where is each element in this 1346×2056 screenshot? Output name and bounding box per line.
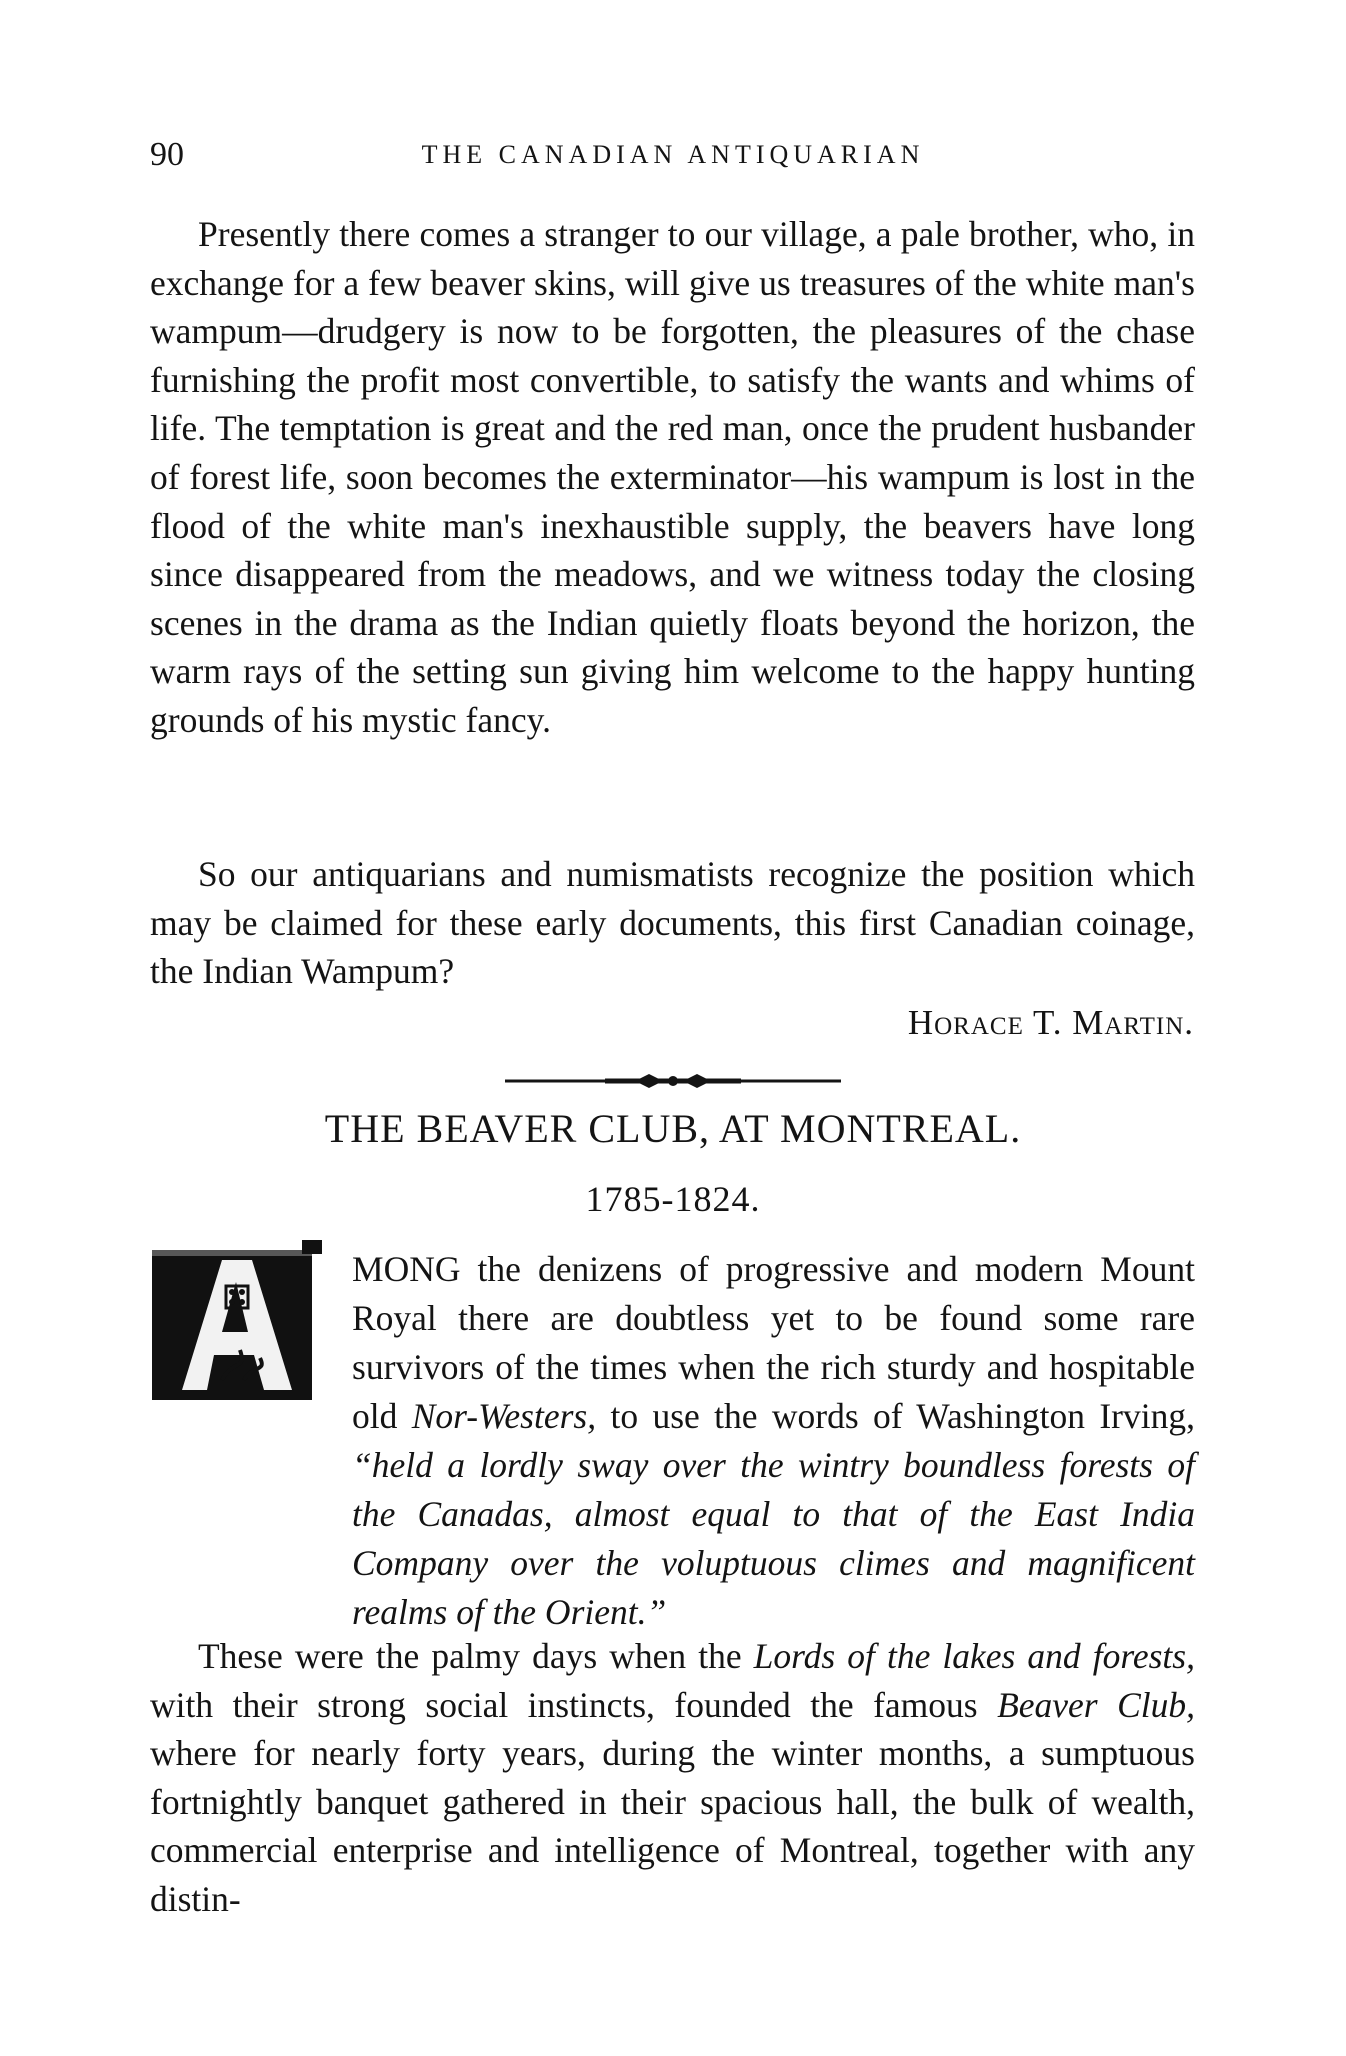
p4-end-text: where for nearly forty years, during the winter months, a sumptuous fortnightly banquet gathered in their spacious hall, the bulk of wealth, commercial enterprise and intelligence of Montreal, together with any distin-: [150, 1733, 1195, 1919]
section-divider-ornament: [505, 1070, 841, 1092]
to-use-text: to use the words of Washington Irving,: [596, 1396, 1195, 1436]
p4-middle-text: with their strong social instincts, founded the famous: [150, 1684, 998, 1725]
article-dates: 1785-1824.: [585, 1179, 761, 1219]
decorative-initial-a: [152, 1240, 322, 1410]
irving-quote: “held a lordly sway over the wintry boundless forests of the Canadas, almost equal to that of the East India Company over the voluptuous climes and magnificent realms of the Orient.”: [352, 1445, 1195, 1632]
article-title: THE BEAVER CLUB, AT MONTREAL.: [324, 1106, 1022, 1151]
article-beaver-club-opening: [352, 1245, 1195, 1637]
article-wampum-paragraph-2: [150, 850, 1195, 996]
opening-text: MONG the denizens of progressive and modern Mount Royal there are doubtless yet to be found some rare survivors of the times when the rich sturdy and hospitable old: [352, 1249, 1195, 1436]
author-signature: Horace T. Martin.: [907, 1003, 1194, 1042]
paragraph-text: So our antiquarians and numismatists recognize the position which may be claimed for these early documents, this first Canadian coinage, the Indian Wampum?: [150, 854, 1195, 992]
beaver-club-italic: Beaver Club,: [997, 1684, 1196, 1725]
lords-italic: Lords of the lakes and forests,: [753, 1636, 1195, 1676]
page-number: 90: [150, 136, 184, 173]
article-wampum-paragraph-1: [150, 210, 1195, 745]
nor-westers-italic: Nor-Westers,: [411, 1396, 597, 1436]
article-beaver-club-paragraph-2: [150, 1632, 1195, 1924]
running-head: [150, 136, 1196, 176]
running-title: THE CANADIAN ANTIQUARIAN: [421, 140, 925, 169]
paragraph-text: Presently there comes a stranger to our village, a pale brother, who, in exchange for a few beaver skins, will give us treasures of the white man's wampum—drudgery is now to be forgotten, the pleasures of the chase furnishing the profit most convertible, to satisfy the wants and whims of life. The temptation is great and the red man, once the prudent husbander of forest life, soon becomes the exterminator—his wampum is lost in the flood of the white man's inexhaustible supply, the beavers have long since disappeared from the meadows, and we witness today the closing scenes in the drama as the Indian quietly floats beyond the horizon, the warm rays of the setting sun giving him welcome to the happy hunting grounds of his mystic fancy.: [150, 214, 1195, 740]
p4-start-text: These were the palmy days when the: [198, 1636, 754, 1676]
